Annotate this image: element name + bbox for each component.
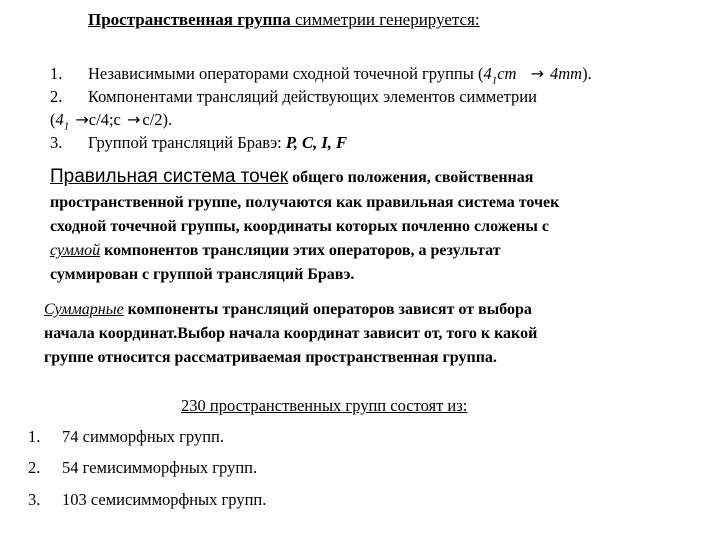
symbol-4mm: 4mm — [549, 64, 583, 83]
regular-system-line-2: пространственной группе, получаются как правильная система точек — [50, 194, 560, 211]
arrow-icon: → — [75, 110, 89, 129]
regular-system-line-1 — [50, 166, 533, 188]
summary-line-1 — [44, 301, 532, 319]
symbol-c: c — [113, 110, 121, 129]
group-item-3-number: 3. — [28, 490, 41, 509]
regular-system-line-4-rest: компонентов трансляции этих операторов, а результат — [100, 242, 501, 259]
generator-3-text — [88, 133, 347, 153]
generator-2-number: 2. — [50, 87, 63, 106]
regular-system-line-4 — [50, 242, 501, 260]
generator-3-number: 3. — [50, 133, 63, 152]
summary-line-2: начала координат.Выбор начала координат зависит от, того к какой — [44, 325, 538, 342]
regular-system-line-1-rest: общего положения, свойственная — [292, 169, 534, 186]
summary-line-3: группе относится рассматриваемая пространственная группа. — [44, 349, 497, 366]
generator-1-text — [88, 64, 592, 86]
heading-title: Пространственная группа — [88, 10, 291, 29]
page-heading — [88, 10, 480, 30]
open-paren: ( — [50, 110, 56, 129]
generator-1-number: 1. — [50, 64, 63, 83]
arrow-icon: → — [126, 110, 141, 129]
generator-2-continuation — [50, 110, 172, 132]
sum-link: суммой — [50, 242, 101, 259]
summary-line-1-rest: компоненты трансляций операторов зависят от выбора — [123, 301, 532, 318]
symbol-subscript: 1 — [63, 120, 70, 133]
group-item-3-text: 103 семисимморфных групп. — [62, 490, 267, 509]
arrow-icon: → — [530, 64, 544, 83]
generator-1-label: Независимыми операторами сходной точечной группы ( — [88, 64, 484, 83]
generator-3-label: Группой трансляций Бравэ: — [88, 133, 286, 152]
symbol-subscript: 1 — [491, 74, 498, 87]
symbol-4: 4 — [483, 64, 492, 83]
translation-c2: c/2). — [142, 110, 173, 129]
regular-system-line-3: сходной точечной группы, координаты которых почленно сложены с — [50, 218, 549, 235]
heading-rest: симметрии генерируется: — [290, 10, 480, 29]
group-item-1-number: 1. — [28, 427, 41, 446]
regular-system-line-5: суммирован с группой трансляций Бравэ. — [50, 266, 355, 283]
groups-title: 230 пространственных групп состоят из: — [181, 396, 468, 415]
group-item-1-text: 74 симморфных групп. — [62, 427, 224, 446]
translation-c4: c/4; — [88, 110, 114, 129]
symbol-cm: cm — [497, 64, 517, 83]
symbol-4: 4 — [55, 110, 64, 129]
generator-2-text: Компонентами трансляций действующих элементов симметрии — [88, 87, 537, 106]
group-item-2-text: 54 гемисимморфных групп. — [62, 458, 258, 477]
generator-1-close: ). — [582, 64, 592, 83]
bravais-lattices: P, C, I, F — [285, 133, 347, 152]
group-item-2-number: 2. — [28, 458, 41, 477]
regular-system-term: Правильная система точек — [50, 166, 289, 187]
summary-term: Суммарные — [44, 301, 124, 318]
